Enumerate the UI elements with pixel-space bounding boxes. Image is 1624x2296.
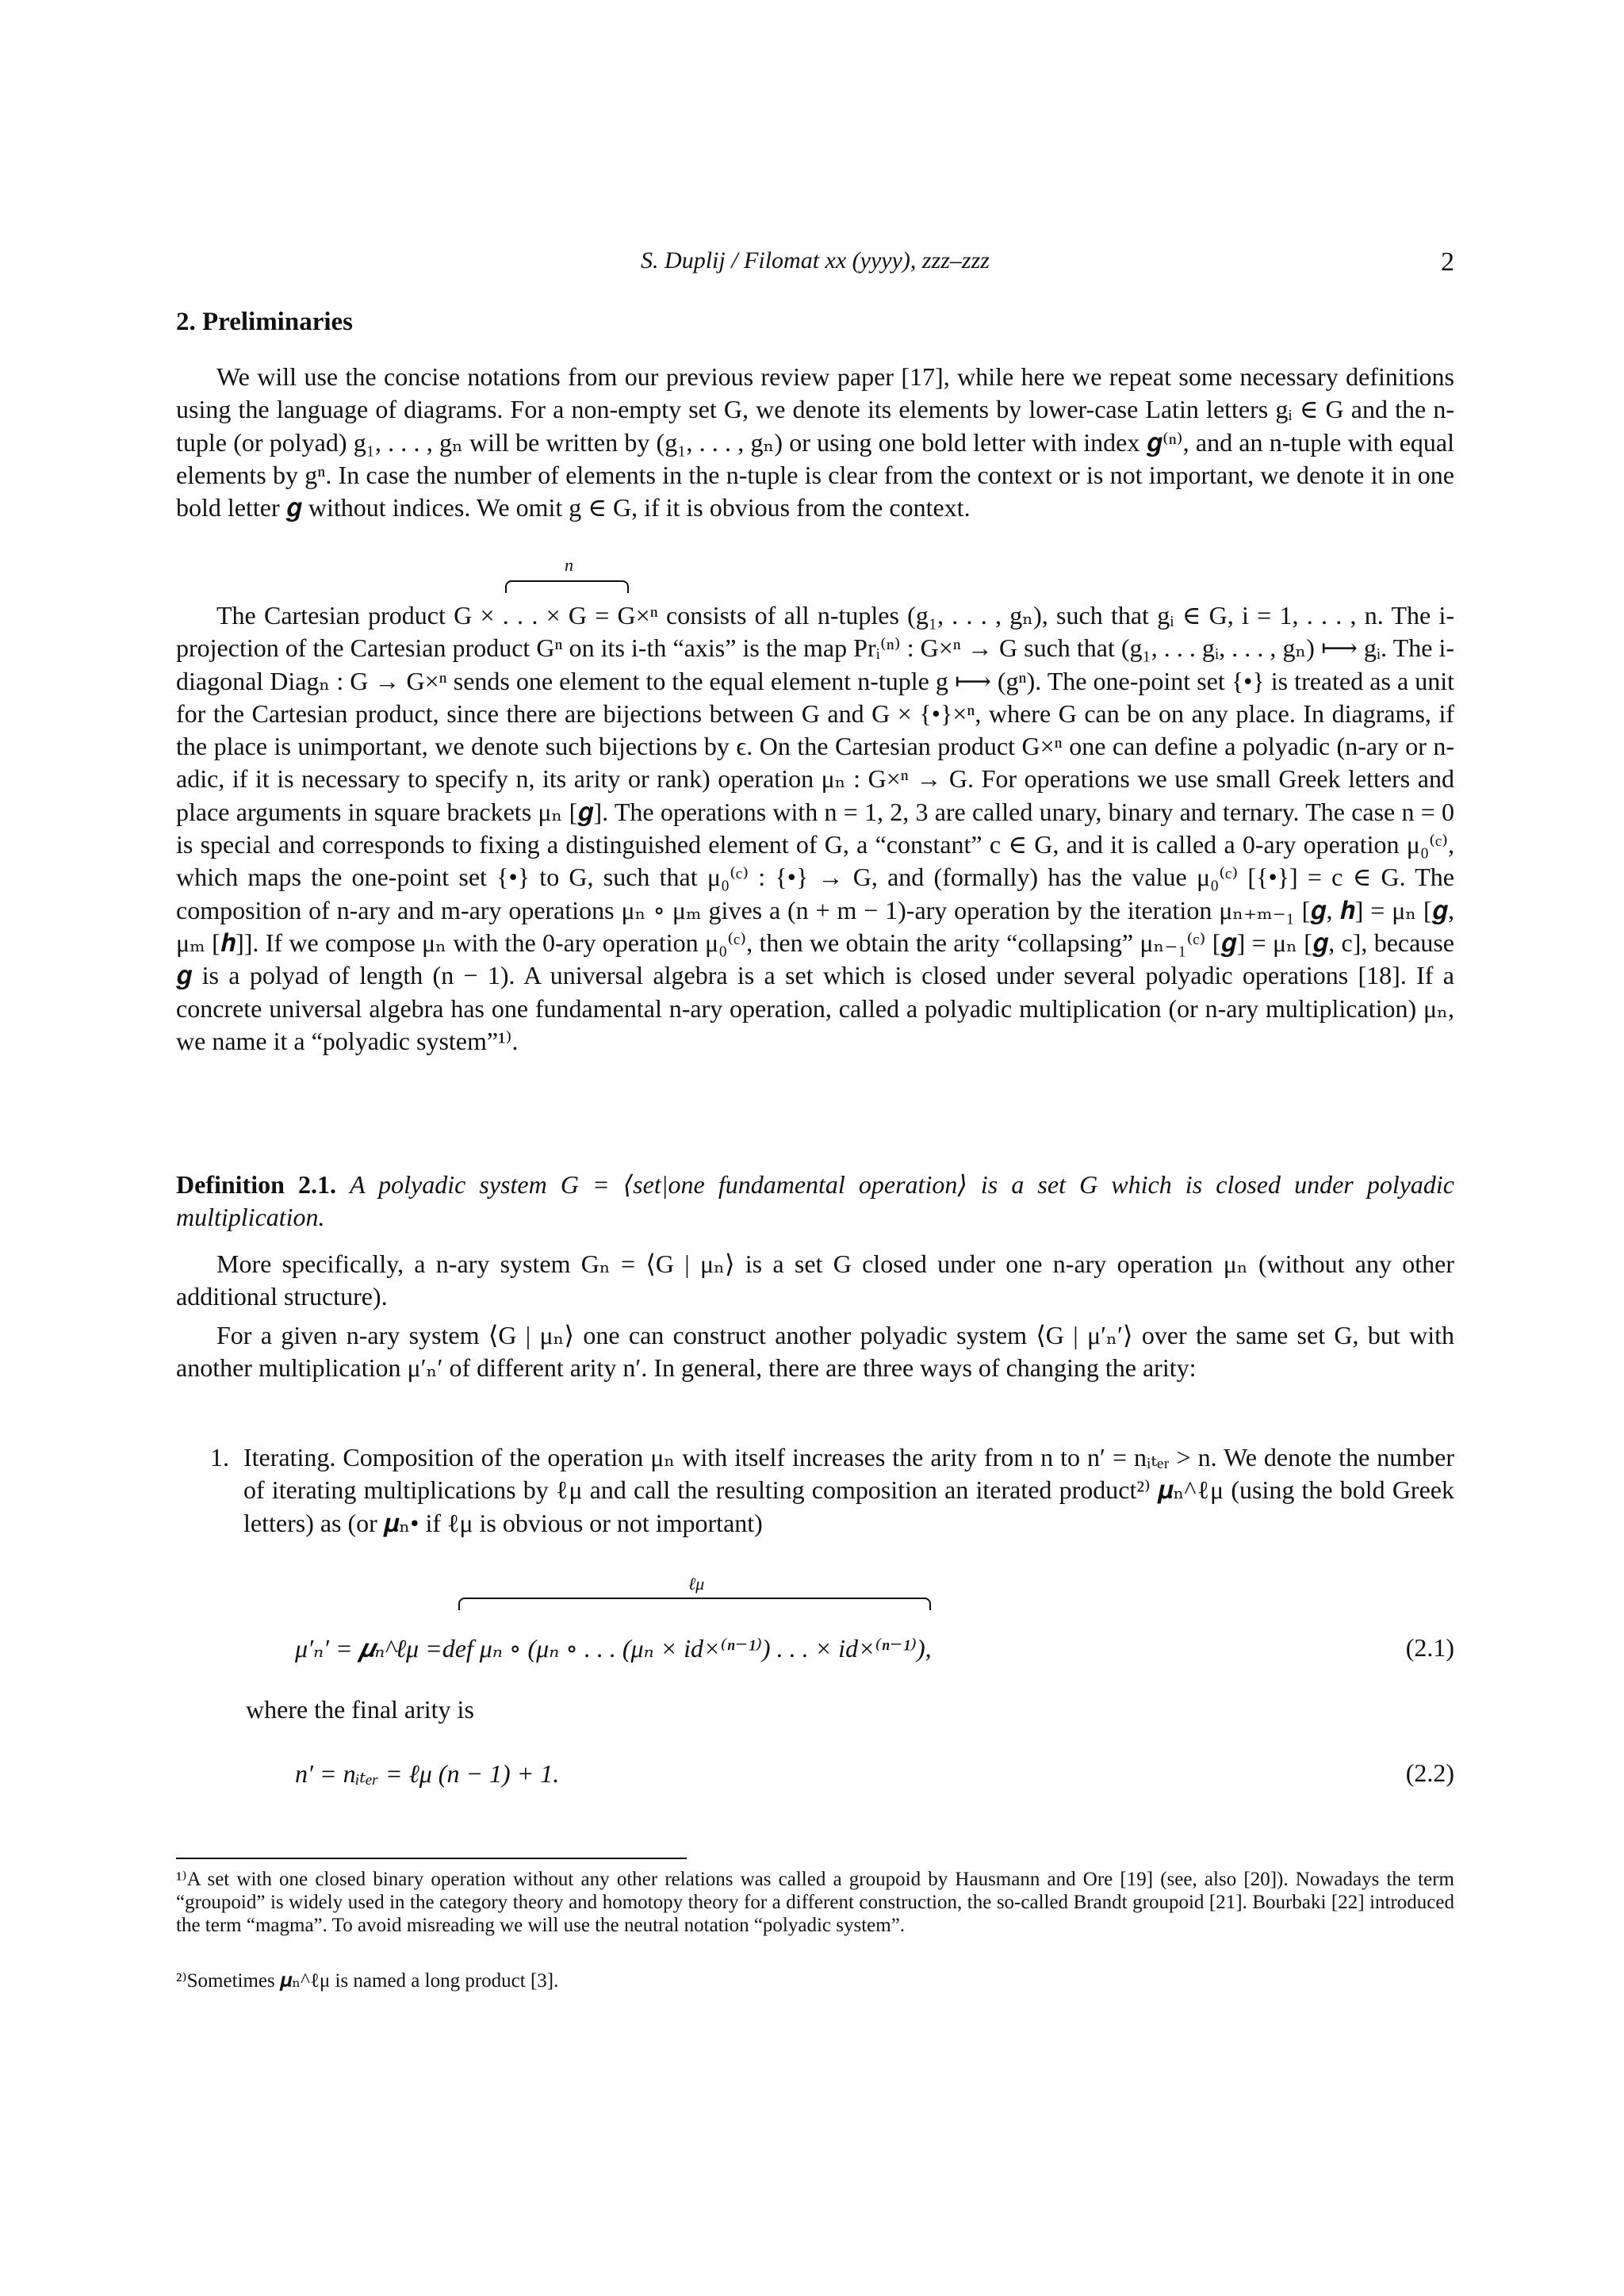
paragraph-nary-system xyxy=(176,1248,1454,1314)
definition-block xyxy=(176,1169,1454,1234)
overbrace-iteration xyxy=(458,1598,931,1610)
paragraph-text: More specifically, a n-ary system Gₙ = ⟨G | μₙ⟩ is a set G closed under one n-ary operation μₙ (without any other additional structure). xyxy=(176,1249,1454,1311)
paragraph-text: The Cartesian product G × . . . × G = G×ⁿ consists of all n-tuples (g₁, . . . , gₙ), such that gᵢ ∈ G, i = 1, . . . , n. The i-projection of the Cartesian product Gⁿ on its i-th “axis” is the map Prᵢ⁽ⁿ⁾ : G×ⁿ → G such that (g₁, . . . gᵢ, . . . , gₙ) ⟼ gᵢ. The i-diagonal Diagₙ : G → G×ⁿ sends one element to the equal element n-tuple g ⟼ (gⁿ). The one-point set {•} is treated as a unit for the Cartesian product, since there are bijections between G and G × {•}×ⁿ, where G can be on any place. In diagrams, if the place is unimportant, we denote such bijections by ϵ. On the Cartesian product G×ⁿ one can define a polyadic (n-ary or n-adic, if it is necessary to specify n, its arity or rank) operation μₙ : G×ⁿ → G. For operations we use small Greek letters and place arguments in square brackets μₙ [𝒈]. The operations with n = 1, 2, 3 are called unary, binary and ternary. The case n = 0 is special and corresponds to fixing a distinguished element of G, a “constant” c ∈ G, and it is called a 0-ary operation μ₀⁽ᶜ⁾, which maps the one-point set {•} to G, such that μ₀⁽ᶜ⁾ : {•} → G, and (formally) has the value μ₀⁽ᶜ⁾ [{•}] = c ∈ G. The composition of n-ary and m-ary operations μₙ ∘ μₘ gives a (n + m − 1)-ary operation by the iteration μₙ₊ₘ₋₁ [𝒈, 𝒉] = μₙ [𝒈, μₘ [𝒉]]. If we compose μₙ with the 0-ary operation μ₀⁽ᶜ⁾, then we obtain the arity “collapsing” μₙ₋₁⁽ᶜ⁾ [𝒈] = μₙ [𝒈, c], because 𝒈 is a polyad of length (n − 1). A universal algebra is a set which is closed under several polyadic operations [18]. If a concrete universal algebra has one fundamental n-ary operation, called a polyadic multiplication (or n-ary multiplication) μₙ, we name it a “polyadic system”¹⁾. xyxy=(176,601,1454,1055)
list-item-number: 1. xyxy=(210,1443,229,1471)
definition-text: A polyadic system G = ⟨set|one fundamental operation⟩ is a set G which is closed under polyadic multiplication. xyxy=(176,1170,1455,1232)
overbrace-cartesian xyxy=(505,580,629,593)
equation-text: n′ = nᵢₜₑᵣ = ℓμ (n − 1) + 1. xyxy=(295,1759,560,1788)
paragraph-cartesian xyxy=(176,599,1454,1058)
list-item-text: Iterating. Composition of the operation μₙ with itself increases the arity from n to n′ = nᵢₜₑᵣ > n. We denote the number of iterating multiplications by ℓμ and call the resulting composition an iterated product²⁾ 𝝁ₙ^ℓμ (using the bold Greek letters) as (or 𝝁ₙ• if ℓμ is obvious or not important) xyxy=(243,1443,1454,1537)
equation-2-1 xyxy=(176,1633,1454,1671)
footnote-2 xyxy=(176,1969,1454,1992)
equation-2-2 xyxy=(176,1758,1454,1797)
definition-label: Definition 2.1. xyxy=(176,1170,336,1199)
section-heading: 2. Preliminaries xyxy=(176,308,354,336)
footnote-text: ²⁾Sometimes 𝝁ₙ^ℓμ is named a long product [3]. xyxy=(176,1970,559,1992)
paragraph-arity-change xyxy=(176,1319,1454,1385)
paragraph-notation xyxy=(176,361,1454,524)
paragraph-text: We will use the concise notations from our previous review paper [17], while here we repeat some necessary definitions using the language of diagrams. For a non-empty set G, we denote its elements by lower-case Latin letters gᵢ ∈ G and the n-tuple (or polyad) g₁, . . . , gₙ will be written by (g₁, . . . , gₙ) or using one bold letter with index 𝒈⁽ⁿ⁾, and an n-tuple with equal elements by gⁿ. In case the number of elements in the n-tuple is clear from the context or is not important, we denote it in one bold letter 𝒈 without indices. We omit g ∈ G, if it is obvious from the context. xyxy=(176,362,1454,522)
page-number: 2 xyxy=(1441,247,1454,277)
equation-number: (2.2) xyxy=(1405,1758,1454,1787)
equation-text: μ′ₙ′ = 𝝁ₙ^ℓμ =def μₙ ∘ (μₙ ∘ . . . (μₙ × id×⁽ⁿ⁻¹⁾) . . . × id×⁽ⁿ⁻¹⁾), xyxy=(295,1634,932,1663)
where-text: where the final arity is xyxy=(246,1695,474,1724)
running-title: S. Duplij / Filomat xx (yyyy), zzz–zzz xyxy=(641,247,990,274)
running-header xyxy=(176,247,1454,282)
overbrace-label-lmu: ℓμ xyxy=(688,1574,705,1594)
footnote-text: ¹⁾A set with one closed binary operation without any other relations was called a groupoid by Hausmann and Ore [19] (see, also [20]). Nowadays the term “groupoid” is widely used in the category theory and homotopy theory for a different construction, the so-called Brandt groupoid [21]. Bourbaki [22] introduced the term “magma”. To avoid misreading we will use the neutral notation “polyadic system”. xyxy=(176,1869,1454,1936)
footnote-rule xyxy=(176,1858,687,1859)
footnote-1 xyxy=(176,1868,1454,1937)
paragraph-text: For a given n-ary system ⟨G | μₙ⟩ one can construct another polyadic system ⟨G | μ′ₙ′⟩ over the same set G, but with another multiplication μ′ₙ′ of different arity n′. In general, there are three ways of changing the arity: xyxy=(176,1321,1454,1383)
list-item xyxy=(210,1441,1454,1540)
equation-number: (2.1) xyxy=(1405,1633,1454,1662)
overbrace-label-n: n xyxy=(565,555,573,575)
